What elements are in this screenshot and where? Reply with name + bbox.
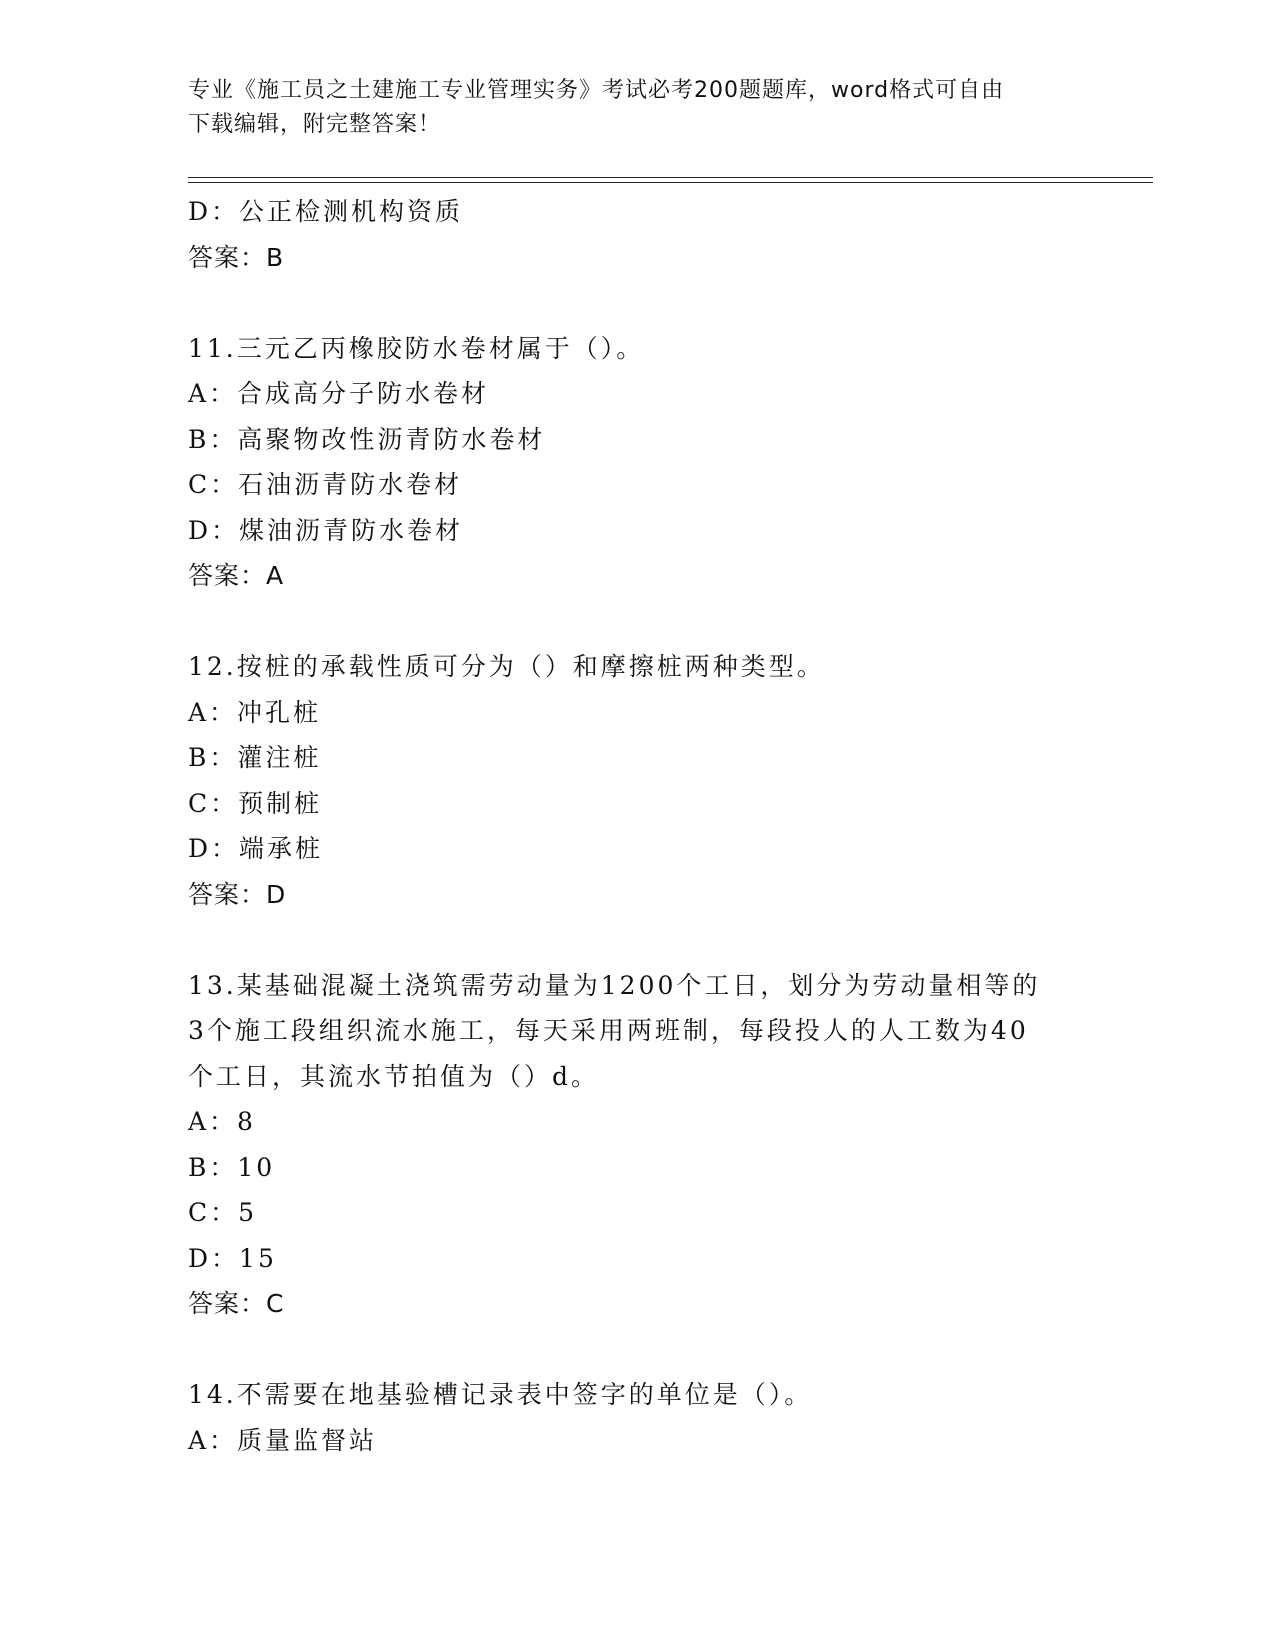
question-stem-line-1: 13.某基础混凝土浇筑需劳动量为1200个工日，划分为劳动量相等的 (188, 970, 1041, 1000)
answer-line: 答案：C (188, 1289, 285, 1318)
option-b: B：10 (188, 1152, 276, 1182)
answer-line: 答案：B (188, 242, 285, 272)
question-stem-line-2: 3个施工段组织流水施工，每天采用两班制，每段投人的人工数为40 (188, 1016, 1029, 1045)
question-11 (188, 326, 1088, 599)
header-line-1: 专业《施工员之土建施工专业管理实务》考试必考200题题库，word格式可自由 (188, 78, 1005, 103)
header-rule-bottom (188, 182, 1153, 183)
option-a: A：8 (188, 1107, 256, 1136)
header-rule-top (188, 177, 1153, 178)
option-c: C：5 (188, 1198, 258, 1227)
option-d: D：端承桩 (188, 834, 324, 863)
question-12 (188, 644, 1088, 917)
question-13 (188, 963, 1088, 1327)
answer-line: 答案：D (188, 879, 287, 909)
question-list (188, 189, 1088, 1463)
question-stem: 11.三元乙丙橡胶防水卷材属于（）。 (188, 333, 645, 363)
option-d: D：15 (188, 1243, 277, 1273)
spacer (188, 917, 1088, 963)
answer-line: 答案：A (188, 561, 285, 590)
question-stem: 12.按桩的承载性质可分为（）和摩擦桩两种类型。 (188, 652, 825, 681)
option-c: C：预制桩 (188, 788, 323, 818)
option-b: B：灌注桩 (188, 743, 322, 772)
option-a: A：质量监督站 (188, 1425, 378, 1455)
document-header (188, 74, 1068, 142)
header-line-2: 下载编辑，附完整答案！ (188, 112, 442, 137)
question-stem-line-3: 个工日，其流水节拍值为（）d。 (188, 1061, 600, 1091)
option-c: C：石油沥青防水卷材 (188, 470, 463, 499)
option-a: A：冲孔桩 (188, 697, 322, 727)
question-stem: 14.不需要在地基验槽记录表中签字的单位是（）。 (188, 1380, 813, 1409)
option-d: D：煤油沥青防水卷材 (188, 515, 464, 545)
option-b: B：高聚物改性沥青防水卷材 (188, 424, 546, 454)
question-14 (188, 1372, 1088, 1463)
spacer (188, 599, 1088, 645)
option-d: D：公正检测机构资质 (188, 197, 464, 226)
spacer (188, 280, 1088, 326)
spacer (188, 1327, 1088, 1373)
option-a: A：合成高分子防水卷材 (188, 379, 490, 408)
